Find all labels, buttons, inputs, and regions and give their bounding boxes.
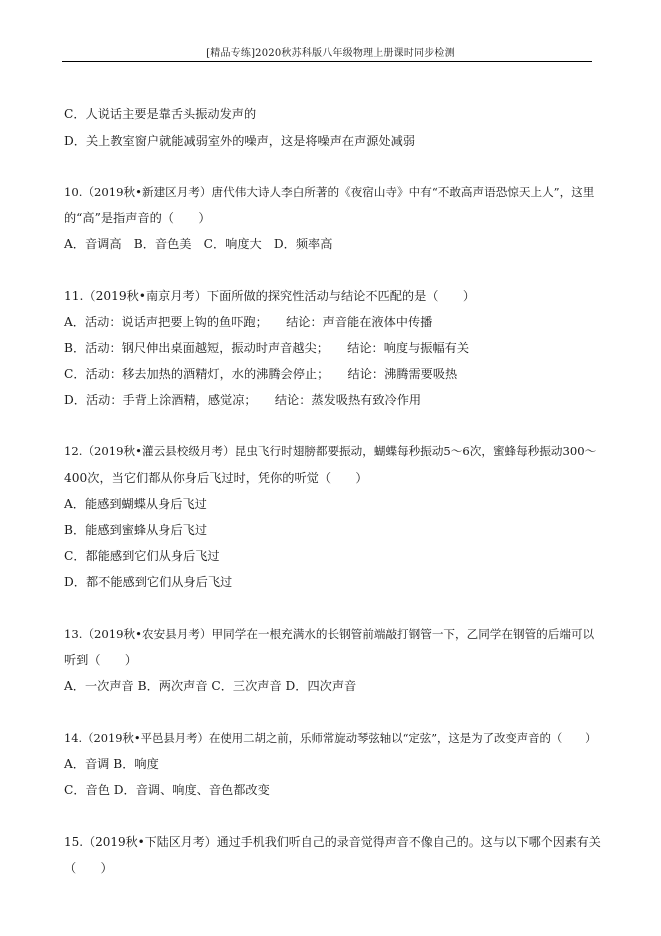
q12-option-c: C．都能感到它们从身后飞过 [64, 549, 220, 563]
q12-option-b: B．能感到蜜蜂从身后飞过 [64, 523, 208, 537]
q9-option-c: C．人说话主要是靠舌头振动发声的 [64, 107, 257, 121]
q10-options: A．音调高 B．音色美 C．响度大 D．频率高 [64, 237, 333, 251]
q10-stem-line-1: 10.（2019秋•新建区月考）唐代伟大诗人李白所著的《夜宿山寺》中有“不敢高声语恐惊天上人”，这里 [64, 185, 595, 199]
q15-stem-line-2: （ ） [64, 861, 113, 875]
q11-stem: 11.（2019秋•南京月考）下面所做的探究性活动与结论不匹配的是（ ） [64, 289, 476, 303]
q12-option-d: D．都不能感到它们从身后飞过 [64, 575, 233, 589]
header-rule [62, 61, 592, 62]
q13-stem-line-1: 13.（2019秋•农安县月考）甲同学在一根充满水的长钢管前端敲打钢管一下，乙同学在钢管的后端可以 [64, 627, 595, 641]
q15-stem-line-1: 15.（2019秋•下陆区月考）通过手机我们听自己的录音觉得声音不像自己的。这与以下哪个因素有关 [64, 835, 601, 849]
q11-option-a: A．活动：说话声把要上钩的鱼吓跑； 结论：声音能在液体中传播 [64, 315, 433, 329]
q14-options-cd: C．音色 D．音调、响度、音色都改变 [64, 783, 270, 797]
q14-stem: 14.（2019秋•平邑县月考）在使用二胡之前，乐师常旋动琴弦轴以“定弦”，这是为了改变声音的（ ） [64, 731, 597, 745]
q11-option-b: B．活动：钢尺伸出桌面越短，振动时声音越尖； 结论：响度与振幅有关 [64, 341, 470, 355]
q12-stem-line-2: 400次，当它们都从你身后飞过时，凭你的听觉（ ） [64, 471, 368, 485]
q13-options: A．一次声音 B．两次声音 C．三次声音 D．四次声音 [64, 679, 357, 693]
q12-option-a: A．能感到蝴蝶从身后飞过 [64, 497, 207, 511]
q10-stem-line-2: 的“高”是指声音的（ ） [64, 211, 211, 225]
q9-option-d: D．关上教室窗户就能减弱室外的噪声，这是将噪声在声源处减弱 [64, 134, 416, 148]
q13-stem-line-2: 听到（ ） [64, 653, 138, 667]
q14-options-ab: A．音调 B．响度 [64, 757, 159, 771]
q11-option-c: C．活动：移去加热的酒精灯，水的沸腾会停止； 结论：沸腾需要吸热 [64, 367, 458, 381]
q12-stem-line-1: 12.（2019秋•灌云县校级月考）昆虫飞行时翅膀都要振动，蝴蝶每秒振动5～6次，蜜蜂每秒振动300～ [64, 444, 597, 458]
page-header: [精品专练]2020秋苏科版八年级物理上册课时同步检测 [206, 48, 455, 59]
q11-option-d: D．活动：手背上涂酒精，感觉凉； 结论：蒸发吸热有致冷作用 [64, 393, 422, 407]
